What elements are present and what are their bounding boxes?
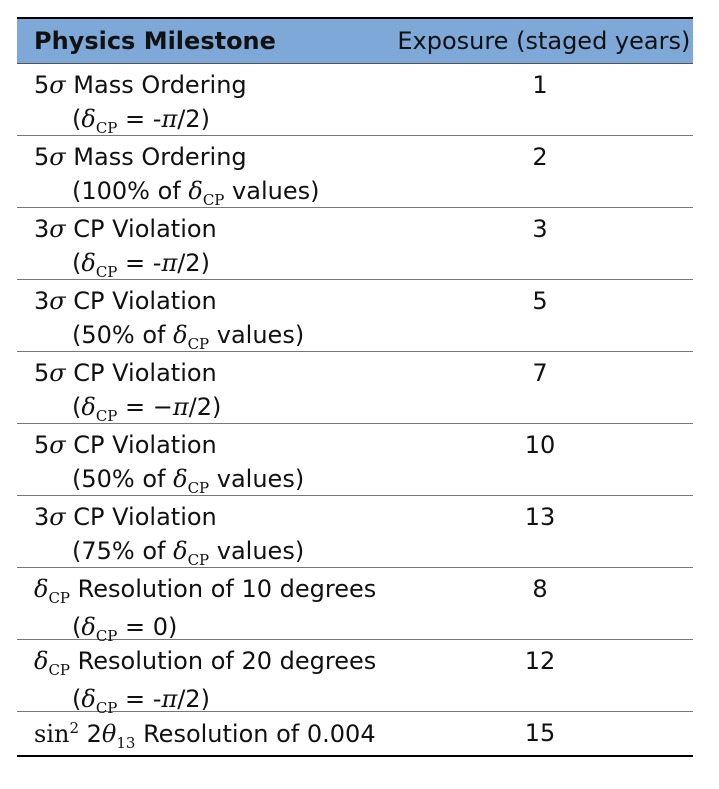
exposure-years: 8 bbox=[532, 575, 548, 603]
bottom-rule bbox=[17, 755, 693, 757]
exposure-years: 15 bbox=[524, 719, 556, 747]
milestone-cell bbox=[17, 208, 387, 279]
exposure-years: 3 bbox=[532, 215, 548, 243]
milestone-title: 3σ CP Violation bbox=[34, 215, 217, 243]
milestone-title: $\delta_{CP}$ Resolution of 10 degrees bbox=[34, 575, 377, 607]
exposure-years: 13 bbox=[524, 503, 556, 531]
table-row bbox=[17, 64, 693, 136]
header-exposure: Exposure (staged years) bbox=[397, 27, 691, 55]
table-row bbox=[17, 424, 693, 496]
milestone-condition: (100% of $\delta_{CP}$ values) bbox=[72, 177, 320, 209]
exposure-years: 7 bbox=[532, 359, 548, 387]
milestone-table bbox=[17, 17, 693, 757]
milestone-condition: $(\delta_{CP} = -\pi/2)$ bbox=[72, 249, 210, 281]
exposure-years: 1 bbox=[532, 71, 548, 99]
milestone-title: 5σ CP Violation bbox=[34, 359, 217, 387]
table-row bbox=[17, 352, 693, 424]
table-body bbox=[17, 64, 693, 755]
milestone-cell bbox=[17, 568, 387, 645]
milestone-title: 5σ Mass Ordering bbox=[34, 71, 247, 99]
exposure-years: 10 bbox=[524, 431, 556, 459]
milestone-title: 5σ CP Violation bbox=[34, 431, 217, 459]
milestone-cell bbox=[17, 424, 387, 495]
milestone-condition: (75% of $\delta_{CP}$ values) bbox=[72, 537, 305, 569]
table-row bbox=[17, 136, 693, 208]
table-row bbox=[17, 568, 693, 645]
table-row bbox=[17, 496, 693, 568]
milestone-title: 3σ CP Violation bbox=[34, 287, 217, 315]
milestone-condition: $(\delta_{CP} = -\pi/2)$ bbox=[72, 393, 222, 425]
table-row bbox=[17, 640, 693, 717]
milestone-condition: (50% of $\delta_{CP}$ values) bbox=[72, 465, 305, 497]
table-header bbox=[17, 19, 693, 64]
exposure-years: 5 bbox=[532, 287, 548, 315]
milestone-condition: $(\delta_{CP} = 0)$ bbox=[72, 612, 178, 645]
milestone-cell bbox=[17, 496, 387, 567]
milestone-cell bbox=[17, 352, 387, 423]
milestone-title: $\sin^2 2\theta_{13}$ Resolution of 0.004 bbox=[34, 719, 376, 752]
milestone-condition: $(\delta_{CP} = -\pi/2)$ bbox=[72, 105, 210, 137]
milestone-cell bbox=[17, 712, 387, 755]
table-row bbox=[17, 280, 693, 352]
table-row bbox=[17, 712, 693, 755]
milestone-cell bbox=[17, 640, 387, 717]
milestone-title: $\delta_{CP}$ Resolution of 20 degrees bbox=[34, 647, 377, 679]
milestone-condition: $(\delta_{CP} = -\pi/2)$ bbox=[72, 684, 210, 717]
milestone-cell bbox=[17, 280, 387, 351]
table-row bbox=[17, 208, 693, 280]
header-physics-milestone: Physics Milestone bbox=[34, 27, 276, 55]
milestone-title: 5σ Mass Ordering bbox=[34, 143, 247, 171]
milestone-cell bbox=[17, 64, 387, 135]
milestone-condition: (50% of $\delta_{CP}$ values) bbox=[72, 321, 305, 353]
exposure-years: 2 bbox=[532, 143, 548, 171]
exposure-years: 12 bbox=[524, 647, 556, 675]
milestone-cell bbox=[17, 136, 387, 207]
milestone-title: 3σ CP Violation bbox=[34, 503, 217, 531]
